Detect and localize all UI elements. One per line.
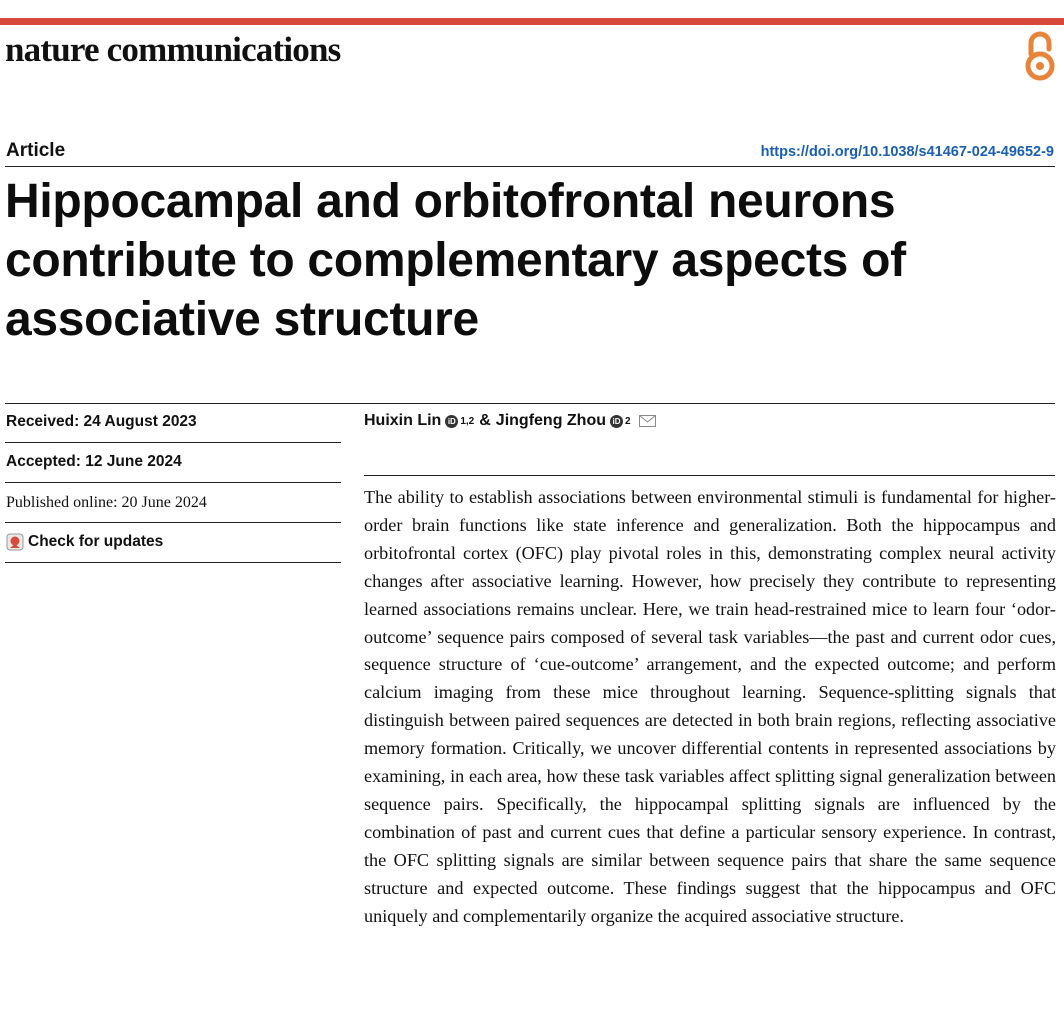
article-title: Hippocampal and orbitofrontal neurons contribute to complementary aspects of associative structure — [5, 175, 906, 346]
received-date: Received: 24 August 2023 — [6, 413, 197, 430]
author-affiliation: 2 — [625, 415, 631, 427]
author-list — [364, 412, 656, 430]
meta-divider — [5, 562, 341, 563]
meta-divider — [5, 482, 341, 483]
author-name[interactable]: Jingfeng Zhou — [495, 412, 606, 429]
journal-name[interactable]: nature communications — [5, 30, 341, 69]
abstract-text: The ability to establish associations between environmental stimuli is fundamental for higher-order brain functions like state inference and generalization. Both the hippocampus and orbitofrontal cortex (OFC) play pivotal roles in this, demonstrating complex neural activity changes after associative learning. However, how precisely they contribute to representing learned associations remains unclear. Here, we train head-restrained mice to learn four ‘odor-outcome’ sequence pairs composed of several task variables—the past and current odor cues, sequence structure of ‘cue-outcome’ arrangement, and the expected outcome; and perform calcium imaging from these mice throughout learning. Sequence-splitting signals that distinguish between paired sequences are detected in both brain regions, reflecting associative memory formation. Critically, we uncover differential contents in represented associations by examining, in each area, how these task variables affect splitting signal generalization between sequence pairs. Specifically, the hippocampal splitting signals are influenced by the combination of past and current cues that define a particular sensory experience. In contrast, the OFC splitting signals are similar between sequence pairs that share the same sequence structure and expected outcome. These findings suggest that the hippocampus and OFC uniquely and complementarily organize the acquired associative structure. — [364, 487, 1056, 926]
meta-divider — [5, 522, 341, 523]
open-access-icon — [1022, 30, 1058, 82]
abstract-divider — [364, 475, 1055, 476]
article-type: Article — [6, 140, 66, 161]
check-updates-button[interactable] — [6, 533, 163, 551]
meta-divider — [5, 442, 341, 443]
accepted-date: Accepted: 12 June 2024 — [6, 453, 182, 470]
orcid-icon[interactable]: iD — [445, 415, 458, 428]
journal-accent-bar — [0, 18, 1064, 25]
header-divider — [5, 166, 1055, 167]
author-separator: & — [479, 412, 491, 429]
author-affiliation: 1,2 — [460, 415, 475, 427]
orcid-icon[interactable]: iD — [610, 415, 623, 428]
published-date: Published online: 20 June 2024 — [6, 494, 207, 511]
meta-divider-top — [5, 403, 1055, 404]
author-name[interactable]: Huixin Lin — [364, 412, 442, 429]
check-updates-icon — [6, 533, 24, 551]
check-updates-label: Check for updates — [28, 533, 164, 550]
doi-link[interactable]: https://doi.org/10.1038/s41467-024-49652-9 — [760, 144, 1054, 160]
mail-icon[interactable] — [639, 415, 656, 427]
